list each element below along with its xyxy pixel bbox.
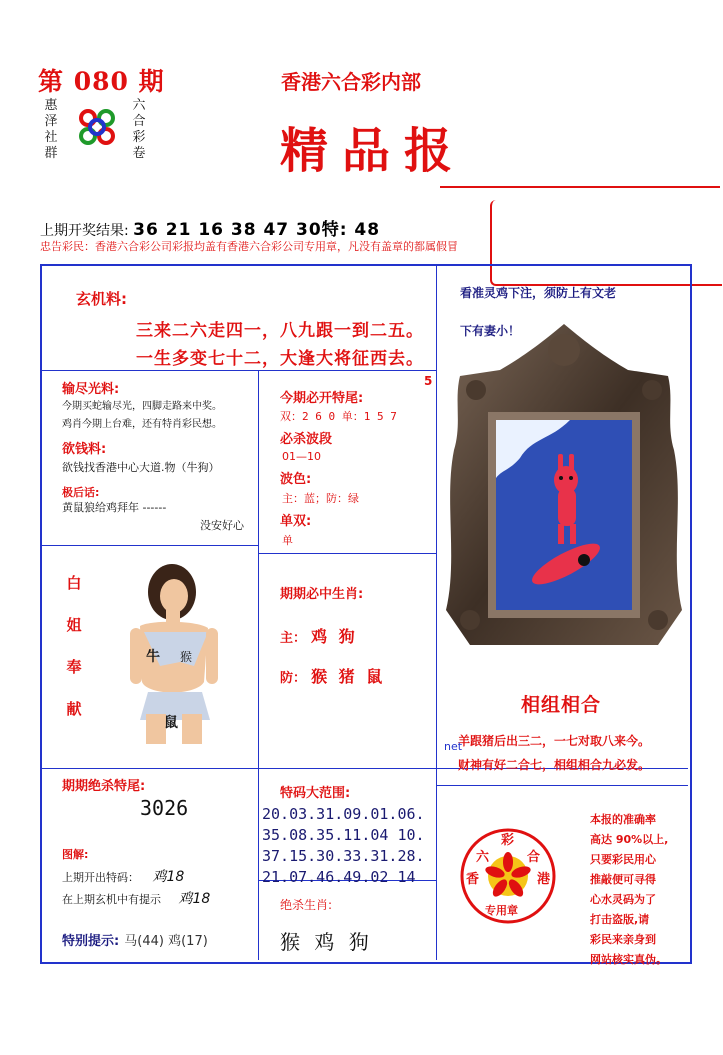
vertical-char: 六	[132, 98, 146, 113]
seal-left: 香	[466, 872, 480, 887]
accuracy-notice	[590, 810, 668, 970]
issue-suffix: 期	[138, 67, 165, 96]
header-red-rule	[440, 186, 720, 188]
qiqi-main-value: 鸡 狗	[311, 627, 358, 646]
vertical-char: 群	[44, 146, 58, 161]
seal-top-right: 合	[527, 850, 541, 865]
bibo-label: 必杀波段	[280, 432, 333, 447]
danshuang-label: 单双:	[280, 514, 312, 529]
haohou-line-1: 黄鼠狼给鸡拜年 ------	[62, 501, 167, 514]
vertical-char: 社	[44, 130, 58, 145]
issue-prefix: 第	[38, 67, 65, 96]
yuqian-line-1: 欲钱找香港中心大道.物（牛狗）	[62, 461, 220, 474]
lottery-rings-logo	[76, 108, 118, 148]
net-mark: net	[444, 740, 463, 753]
bose-label: 波色:	[280, 472, 312, 487]
bose-value: 主：蓝；防：绿	[282, 492, 359, 505]
haohou-label: 极后话:	[62, 486, 100, 499]
xuanji-line-2: 一生多变七十二，大逢大将征西去。	[136, 349, 424, 369]
shuchi-line-2: 鸡肖今期上台难，还有特肖彩民想。	[62, 419, 222, 430]
vertical-char: 白	[66, 574, 82, 592]
divider	[258, 370, 259, 790]
bixing-label: 今期必开特尾:	[280, 391, 364, 406]
qiqi-guard-value: 猴 猪 鼠	[311, 667, 386, 686]
range-row: 37.15.30.33.31.28.	[262, 847, 425, 865]
accuracy-line: 网站核实真伪。	[590, 953, 667, 966]
qiqi-main-label: 主：	[280, 631, 307, 646]
temafanwei-rows	[262, 804, 425, 888]
accuracy-line: 心水灵码为了	[590, 893, 656, 906]
disclaimer: 忠告彩民：香港六合彩公司彩报均盖有香港六合彩公司专用章，凡没有盖章的都属假冒	[40, 240, 458, 253]
right-top-line-2: 下有妻小！	[460, 324, 521, 338]
divider	[436, 785, 688, 786]
tujie-line-1	[62, 866, 184, 886]
accuracy-line: 打击盗版,请	[590, 913, 650, 926]
issue-digits: 080	[73, 67, 129, 96]
seal-right: 港	[537, 872, 551, 887]
divider	[42, 545, 258, 546]
tujie-label: 图解:	[62, 848, 89, 861]
range-row: 35.08.35.11.04 10.	[262, 826, 425, 844]
last-results	[40, 215, 380, 240]
tujie-line-2	[62, 888, 210, 908]
newspaper-title: 精品报	[280, 123, 467, 179]
divider	[436, 266, 437, 790]
vertical-char: 卷	[132, 146, 146, 161]
qiqi-main	[280, 624, 358, 647]
divider	[42, 370, 436, 371]
divider	[258, 768, 259, 960]
ornate-picture-frame	[440, 320, 688, 660]
jueshawei-label: 期期绝杀特尾:	[62, 779, 146, 794]
vertical-char: 彩	[132, 130, 146, 145]
xiangzu-title: 相组相合	[521, 694, 602, 716]
publisher-title: 香港六合彩内部	[281, 70, 421, 94]
bibo-value: 01—10	[282, 450, 321, 463]
beauty-tag-1: 牛	[146, 649, 160, 665]
temafanwei-label: 特码大范围:	[280, 786, 351, 801]
vertical-char: 泽	[44, 114, 58, 129]
danshuang-value: 单	[282, 534, 293, 547]
xuanji-line-1: 三来二六走四一，八九跟一到二五。	[136, 321, 424, 341]
jueshawei-value: 3026	[140, 796, 189, 820]
left-vertical-text	[44, 98, 58, 162]
tebie-value: 马(44) 鸡(17)	[124, 934, 208, 949]
range-row: 20.03.31.09.01.06.	[262, 805, 425, 823]
beauty-tag-2: 猴	[180, 650, 193, 664]
haohou-line-2: 没安好心	[200, 519, 244, 532]
vertical-char: 奉	[66, 658, 82, 676]
bixing-value: 双：2 6 0 单：1 5 7	[280, 410, 397, 423]
shuchi-line-1: 今期买蛇输尽光，四脚走路来中奖。	[62, 401, 222, 412]
vertical-char: 合	[132, 114, 146, 129]
results-numbers: 36 21 16 38 47 30特: 48	[133, 220, 381, 240]
issue-number	[38, 62, 165, 98]
vertical-char: 惠	[44, 98, 58, 113]
page-mark: 5	[424, 374, 433, 388]
xuanji-label: 玄机料:	[76, 290, 127, 308]
jueshashengxiao-label: 绝杀生肖:	[280, 898, 333, 912]
tebie	[62, 930, 208, 949]
accuracy-line: 高达 90%以上,	[590, 833, 669, 846]
xiangzu-line-1: 羊跟猪后出三二，一七对取八来今。	[458, 734, 651, 748]
qiqi-guard	[280, 664, 385, 687]
right-top-line-1: 看准灵鸡下注，须防上有文老	[460, 286, 617, 300]
right-vertical-text	[132, 98, 146, 162]
accuracy-line: 彩民来亲身到	[590, 933, 656, 946]
accuracy-line: 推敲便可寻得	[590, 873, 656, 886]
beauty-vertical-text	[64, 562, 84, 730]
yuqian-label: 欲钱料:	[62, 442, 107, 457]
tujie-line-2-value: 鸡18	[178, 891, 211, 907]
tujie-line-2-label: 在上期玄机中有提示	[62, 893, 161, 906]
jueshashengxiao-value: 猴 鸡 狗	[280, 930, 373, 954]
accuracy-line: 本报的准确率	[590, 813, 656, 826]
xiangzu-line-2: 财神有好二合七，相组相合九必发。	[458, 758, 651, 772]
vertical-char: 姐	[66, 616, 82, 634]
tebie-label: 特别提示:	[62, 934, 120, 949]
range-row: 21.07.46.49.02 14	[262, 868, 416, 886]
tujie-line-1-value: 鸡18	[152, 869, 185, 885]
accuracy-line: 只要彩民用心	[590, 853, 656, 866]
results-label: 上期开奖结果:	[40, 223, 129, 239]
tujie-line-1-label: 上期开出特码：	[62, 871, 139, 884]
seal-bottom: 专用章	[485, 904, 518, 917]
seal-top-left: 六	[476, 850, 490, 865]
divider	[258, 553, 436, 554]
qiqi-label: 期期必中生肖:	[280, 587, 364, 602]
qiqi-guard-label: 防：	[280, 671, 307, 686]
seal-top-mid: 彩	[501, 833, 515, 848]
shuchi-label: 输尽光料:	[62, 382, 120, 397]
beauty-tag-3: 鼠	[164, 715, 178, 731]
divider	[436, 790, 437, 960]
vertical-char: 献	[66, 700, 82, 718]
